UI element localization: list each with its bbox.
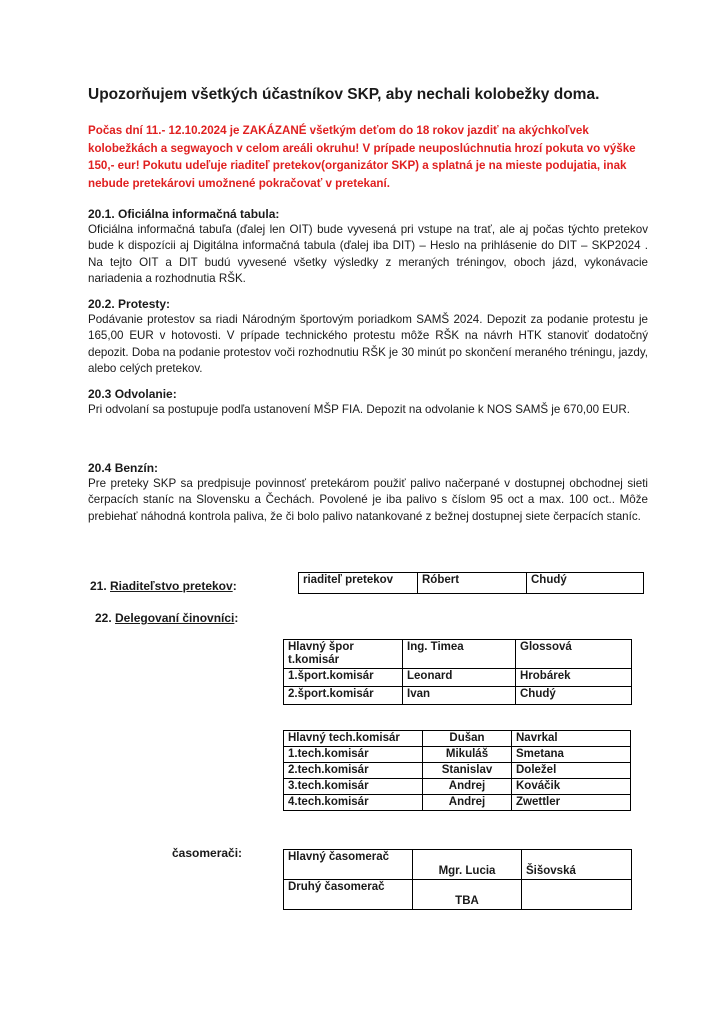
table-cell: Chudý [527,573,644,594]
table-cell: 3.tech.komisár [284,779,423,795]
table-row [299,573,644,594]
label-text: Delegovaní činovníci [115,611,235,625]
table-cell: 1.šport.komisár [284,669,403,687]
table-row [284,850,632,880]
section-body: Oficiálna informačná tabuľa (ďalej len OIT) bude vyvesená pri vstupe na trať, ale aj počas týchto pretekov bude k dispozícii aj Digitálna informačná tabula (ďalej iba DIT) – Heslo na prihlásenie do DIT – SKP2024 . Na tejto OIT a DIT budú vyvesené všetky výsledky z meraných tréningov, oboch jázd, vykonávacie nariadenia a rozhodnutia RŠK. [88,223,648,285]
section-title: 20.4 Benzín: [88,461,159,475]
table-cell: Doležel [512,763,631,779]
section-title: 20.3 Odvolanie: [88,387,177,401]
table-cell: Navrkal [512,731,631,747]
table-cell: 4.tech.komisár [284,795,423,811]
section-title: 20.2. Protesty: [88,297,171,311]
table-cell: Mikuláš [423,747,512,763]
section-fuel [88,460,648,525]
table-row [284,779,631,795]
table-cell: Stanislav [423,763,512,779]
label-colon: : [232,579,237,593]
tech-commissioners-table [283,730,631,811]
table-row [284,731,631,747]
table-cell: Andrej [423,779,512,795]
notice-heading: Upozorňujem všetkých účastníkov SKP, aby nechali kolobežky doma. [88,86,600,103]
table-cell: Ivan [403,687,516,705]
director-label [90,579,237,593]
table-row [284,880,632,910]
table-cell: Glossová [516,640,632,669]
label-colon: : [234,611,239,625]
table-cell: Hlavný špor t.komisár [284,640,403,669]
label-number: 21. [90,579,111,593]
table-cell: Šišovská [522,850,632,880]
section-info-board [88,206,648,287]
timekeepers-table [283,849,632,910]
section-body: Pre preteky SKP sa predpisuje povinnosť pretekárom použiť palivo načerpané v dostupnej obchodnej sieti čerpacích staníc na Slovensku a Čechách. Povolené je iba palivo s číslom 95 oct a max. 100 oct.. Môže prebiehať náhodná kontrola paliva, že či bolo palivo natankované z bežnej dostupnej siete čerpacích staníc. [88,477,648,523]
table-cell: Smetana [512,747,631,763]
label-text: Riaditeľstvo pretekov [110,579,233,593]
table-row [284,687,632,705]
table-cell: TBA [413,880,522,910]
table-cell: Mgr. Lucia [413,850,522,880]
table-row [284,795,631,811]
section-body: Podávanie protestov sa riadi Národným športovým poriadkom SAMŠ 2024. Depozit za podanie protestu je 165,00 EUR v hotovosti. V prípade technického protestu môže RŠK na návrh HTK stanoviť dodatočný depozit. Doba na podanie protestov voči rozhodnutiu RŠK je 30 minút po skončení meraného tréningu, jazdy, alebo celých pretekov. [88,313,648,375]
timekeepers-label: časomerači: [172,846,243,860]
table-cell: 2.tech.komisár [284,763,423,779]
table-cell: Druhý časomerač [284,880,413,910]
table-row [284,763,631,779]
table-cell: Andrej [423,795,512,811]
table-cell: riaditeľ pretekov [299,573,418,594]
table-row [284,640,632,669]
section-title: 20.1. Oficiálna informačná tabula: [88,207,280,221]
table-cell: Zwettler [512,795,631,811]
delegates-label [95,611,238,625]
table-row [284,747,631,763]
sport-commissioners-table [283,639,632,705]
table-cell: Hrobárek [516,669,632,687]
label-number: 22. [95,611,116,625]
table-cell: Ing. Timea [403,640,516,669]
table-cell: Hlavný tech.komisár [284,731,423,747]
table-cell: 2.šport.komisár [284,687,403,705]
director-table [298,572,644,594]
warning-notice: Počas dní 11.- 12.10.2024 je ZAKÁZANÉ všetkým deťom do 18 rokov jazdiť na akýchkoľvek kolobežkách a segwayoch v celom areáli okruhu! V prípade neuposlúchnutia hrozí pokuta vo výške 150,- eur! Pokutu udeľuje riaditeľ pretekov(organizátor SKP) a splatná je na mieste podujatia, inak nebude pretekárovi umožnené pokračovať v pretekaní. [88,124,636,190]
section-appeal [88,386,648,418]
table-row [284,669,632,687]
table-cell: Leonard [403,669,516,687]
table-cell: Dušan [423,731,512,747]
table-cell: 1.tech.komisár [284,747,423,763]
section-protests [88,296,648,377]
section-body: Pri odvolaní sa postupuje podľa ustanovení MŠP FIA. Depozit na odvolanie k NOS SAMŠ je 670,00 EUR. [88,403,630,417]
table-cell: Róbert [418,573,527,594]
table-cell: Kováčik [512,779,631,795]
table-cell: Chudý [516,687,632,705]
table-cell [522,880,632,910]
table-cell: Hlavný časomerač [284,850,413,880]
